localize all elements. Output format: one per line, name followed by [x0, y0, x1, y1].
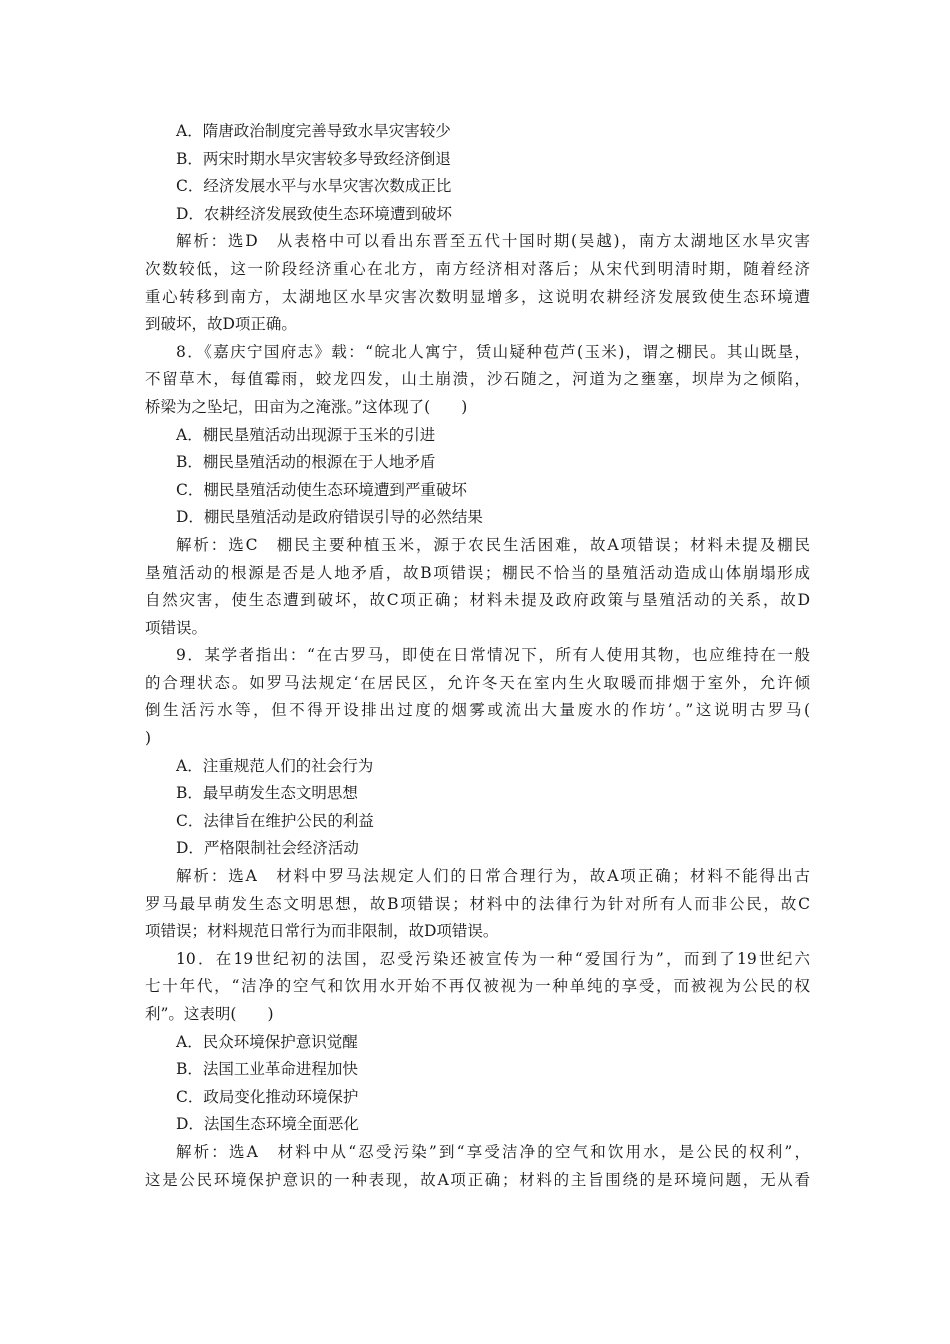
analysis-line: 这是公民环境保护意识的一种表现，故A项正确；材料的主旨围绕的是环境问题，无从看	[145, 1170, 810, 1189]
q7-options	[145, 118, 810, 228]
option-b: B．棚民垦殖活动的根源在于人地矛盾	[176, 453, 436, 472]
analysis-line: 次数较低，这一阶段经济重心在北方，南方经济相对落后；从宋代到明清时期，随着经济	[145, 259, 810, 278]
analysis-line: 到破坏，故D项正确。	[145, 315, 297, 334]
analysis-line: 解析：选C 棚民主要种植玉米，源于农民生活困难，故A项错误；材料未提及棚民	[176, 535, 810, 554]
document-page	[145, 118, 810, 1194]
question-stem-line: 桥梁为之坠圮，田亩为之淹涨。”这体现了( )	[145, 397, 468, 416]
option-a: A．棚民垦殖活动出现源于玉米的引进	[176, 425, 436, 444]
analysis-line: 罗马最早萌发生态文明思想，故B项错误；材料中的法律行为针对所有人而非公民，故C	[145, 894, 810, 913]
question-stem-line: 不留草木，每值霉雨，蛟龙四发，山土崩溃，沙石随之，河道为之壅塞，坝岸为之倾陷，	[145, 370, 810, 389]
option-d: D．严格限制社会经济活动	[176, 839, 359, 858]
option-d: D．棚民垦殖活动是政府错误引导的必然结果	[176, 508, 483, 527]
option-b: B．法国工业革命进程加快	[176, 1060, 358, 1079]
analysis-line: 自然灾害，使生态遭到破坏，故C项正确；材料未提及政府政策与垦殖活动的关系，故D	[145, 591, 810, 610]
q7-analysis	[145, 228, 810, 338]
question-stem-line: 10．在19世纪初的法国，忍受污染还被宣传为一种“爱国行为”，而到了19世纪六	[176, 949, 810, 968]
option-d: D．法国生态环境全面恶化	[176, 1115, 359, 1134]
question-stem-line: 9．某学者指出：“在古罗马，即使在日常情况下，所有人使用其物，也应维持在一般	[176, 646, 810, 665]
question-stem-line: )	[145, 729, 152, 748]
analysis-line: 解析：选A 材料中罗马法规定人们的日常合理行为，故A项正确；材料不能得出古	[176, 867, 810, 886]
question-stem-line: 的合理状态。如罗马法规定‘在居民区，允许冬天在室内生火取暖而排烟于室外，允许倾	[145, 673, 810, 692]
option-a: A．民众环境保护意识觉醒	[176, 1032, 358, 1051]
option-a: A．注重规范人们的社会行为	[176, 756, 374, 775]
question-9	[145, 642, 810, 946]
option-c: C．经济发展水平与水旱灾害次数成正比	[176, 177, 452, 196]
question-10	[145, 946, 810, 1194]
analysis-line: 垦殖活动的根源是否是人地矛盾，故B项错误；棚民不恰当的垦殖活动造成山体崩塌形成	[145, 563, 810, 582]
option-d: D．农耕经济发展致使生态环境遭到破坏	[176, 204, 452, 223]
option-c: C．政局变化推动环境保护	[176, 1087, 359, 1106]
analysis-line: 项错误。	[145, 618, 208, 637]
analysis-line: 解析：选A 材料中从“忍受污染”到“享受洁净的空气和饮用水，是公民的权利”，	[176, 1142, 810, 1161]
option-b: B．最早萌发生态文明思想	[176, 784, 358, 803]
option-b: B．两宋时期水旱灾害较多导致经济倒退	[176, 149, 451, 168]
question-stem-line: 倒生活污水等，但不得开设排出过度的烟雾或流出大量废水的作坊’。”这说明古罗马(	[145, 701, 810, 720]
option-c: C．棚民垦殖活动使生态环境遭到严重破坏	[176, 480, 467, 499]
analysis-line: 重心转移到南方，太湖地区水旱灾害次数明显增多，这说明农耕经济发展致使生态环境遭	[145, 287, 810, 306]
option-a: A．隋唐政治制度完善导致水旱灾害较少	[176, 122, 451, 140]
option-c: C．法律旨在维护公民的利益	[176, 811, 374, 830]
analysis-line: 项错误；材料规范日常行为而非限制，故D项错误。	[145, 922, 499, 941]
question-stem-line: 8．《嘉庆宁国府志》载：“皖北人寓宁，赁山疑种苞芦(玉米)，谓之棚民。其山既垦，	[176, 342, 810, 361]
question-stem-line: 利”。这表明( )	[145, 1005, 274, 1023]
question-stem-line: 七十年代，“洁净的空气和饮用水开始不再仅被视为一种单纯的享受，而被视为公民的权	[145, 977, 810, 996]
question-8	[145, 339, 810, 643]
analysis-line: 解析：选D 从表格中可以看出东晋至五代十国时期(吴越)，南方太湖地区水旱灾害	[176, 232, 810, 251]
